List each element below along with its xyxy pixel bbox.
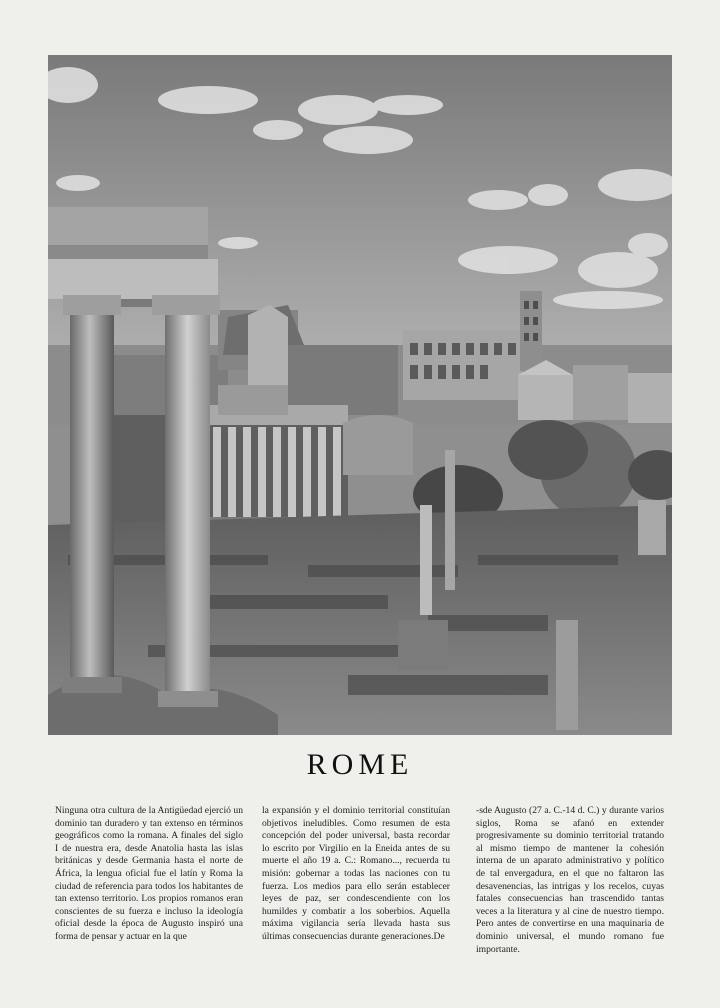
page-title: ROME	[306, 748, 414, 781]
roman-forum-photo	[48, 55, 672, 735]
body-text-column-2: la expansión y el dominio territorial constituían objetivos ineludibles. Como resumen de esta concepción del poder universal, basta recordar lo escrito por Virgilio en la Eneida antes de su muerte el año 19 a. C.: Romano..., recuerda tu misión: gobernar a todas las naciones con tu fuerza. Los medios para ello serán establecer leyes de paz, ser condescendiente con los humildes y combatir a los soberbios. Aquella máxima vigilancia sería llevada hasta sus últimas consecuencias durante generaciones.De	[262, 805, 450, 942]
body-text-column-1: Ninguna otra cultura de la Antigüedad ejerció un dominio tan duradero y tan extenso en términos geográficos como la romana. A finales del siglo I de nuestra era, desde Anatolia hasta las islas británicas y desde Germania hasta el norte de África, la lengua oficial fue el latín y Roma la ciudad de referencia para todos los habitantes de tan extenso territorio. Los propios romanos eran conscientes de su fuerza e incluso la ideología oficial desde la época de Augusto inspiró una forma de pensar y actuar en la que	[55, 805, 243, 942]
body-text-column-3: -sde Augusto (27 a. C.-14 d. C.) y durante varios siglos, Roma se afanó en extender progresivamente su dominio territorial tratando al mismo tiempo de mantener la cohesión interna de un aparato administrativo y político de tal envergadura, en el que no faltaron las desavenencias, las intrigas y los recelos, cuyas fatales consecuencias han trascendido tantas veces a la literatura y al cine de nuestro tiempo. Pero antes de convertirse en una maquinaria de dominio universal, el mundo romano fue importante.	[476, 805, 664, 955]
